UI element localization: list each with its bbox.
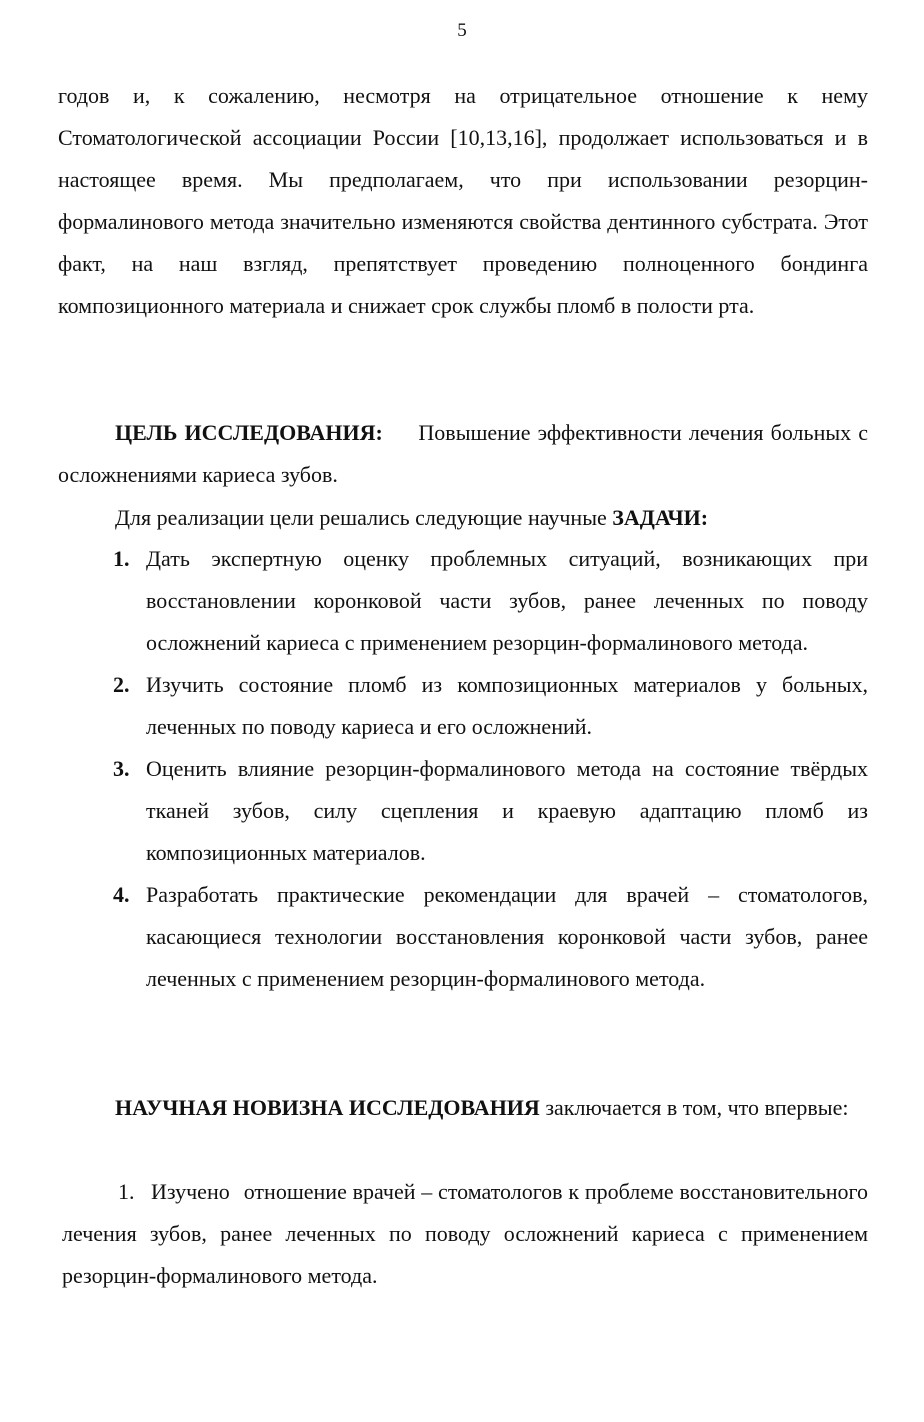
task-item-3 (110, 748, 868, 874)
task-text: Дать экспертную оценку проблемных ситуаций, возникающих при восстановлении коронковой части зубов, ранее леченных по поводу осложнений кариеса с применением резорцин-формалинового метода. (146, 546, 868, 655)
novelty-item-lead (62, 1171, 244, 1213)
task-number: 4. (113, 882, 130, 907)
goal-text: Повышение эффективности лечения больных с осложнениями кариеса зубов. (58, 420, 869, 487)
task-item-2 (110, 664, 868, 748)
task-number: 2. (113, 672, 130, 697)
tasks-intro-text: Для реализации цели решались следующие научные (115, 505, 607, 530)
page-number: 5 (457, 20, 467, 41)
tasks-intro-emphasis: ЗАДАЧИ: (612, 505, 709, 530)
novelty-heading: НАУЧНАЯ НОВИЗНА ИССЛЕДОВАНИЯ (115, 1095, 540, 1120)
task-text: Разработать практические рекомендации для врачей – стоматологов, касающиеся технологии восстановления коронковой части зубов, ранее леченных с применением резорцин-формалинового метода. (146, 882, 868, 991)
novelty-paragraph (58, 1087, 868, 1129)
novelty-item-number: 1. (118, 1179, 135, 1204)
task-number: 1. (113, 546, 130, 571)
goal-heading: ЦЕЛЬ ИССЛЕДОВАНИЯ: (115, 420, 383, 445)
intro-paragraph: годов и, к сожалению, несмотря на отрицательное отношение к нему Стоматологической ассоциации России [10,13,16], продолжает использоваться и в настоящее время. Мы предполагаем, что при использовании резорцин-формалинового метода значительно изменяются свойства дентинного субстрата. Этот факт, на наш взгляд, препятствует проведению полноценного бондинга композиционного материала и снижает срок службы пломб в полости рта. (58, 83, 868, 318)
novelty-item-first-word: Изучено (151, 1179, 230, 1204)
novelty-item-1 (62, 1171, 868, 1297)
task-item-4 (110, 874, 868, 1000)
novelty-item-text: отношение врачей – стоматологов к проблеме восстановительного лечения зубов, ранее леченных по поводу осложнений кариеса с применением резорцин-формалинового метода. (62, 1179, 868, 1288)
novelty-text: заключается в том, что впервые: (545, 1095, 849, 1120)
task-number: 3. (113, 756, 130, 781)
tasks-list (110, 538, 868, 1000)
task-item-1 (110, 538, 868, 664)
task-text: Изучить состояние пломб из композиционных материалов у больных, леченных по поводу кариеса и его осложнений. (146, 672, 868, 739)
tasks-intro (115, 497, 875, 539)
task-text: Оценить влияние резорцин-формалинового метода на состояние твёрдых тканей зубов, силу сцепления и краевую адаптацию пломб из композиционных материалов. (146, 756, 868, 865)
goal-paragraph (58, 412, 868, 496)
